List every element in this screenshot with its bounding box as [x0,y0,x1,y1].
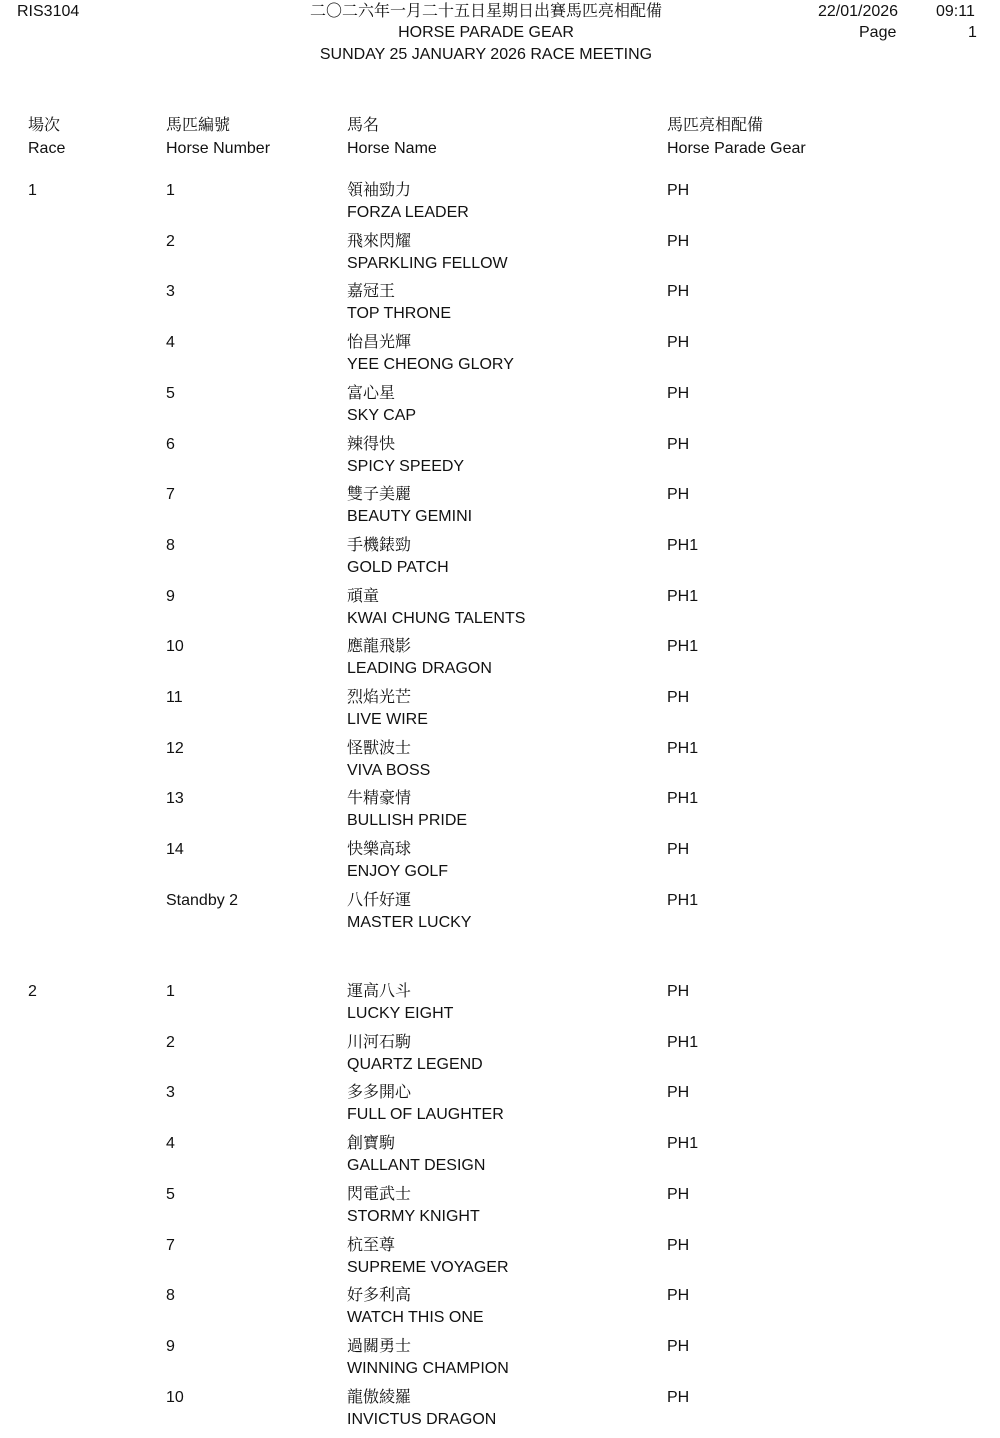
horse-number: 7 [166,486,175,503]
parade-gear: PH [667,1287,690,1304]
horse-name-en: STORMY KNIGHT [347,1208,480,1225]
report-subtitle: SUNDAY 25 JANUARY 2026 RACE MEETING [319,46,653,63]
horse-entry-row [0,333,1000,383]
horse-number: 8 [166,537,175,554]
horse-number: 4 [166,334,175,351]
parade-gear: PH1 [667,1135,699,1152]
horse-name-zh: 多多開心 [347,1084,412,1101]
parade-gear: PH [667,1338,690,1355]
race-number: 2 [28,983,37,1000]
horse-name-en: GOLD PATCH [347,559,449,576]
horse-number: 12 [166,740,184,757]
parade-gear: PH1 [667,790,699,807]
horse-entry-row [0,891,1000,941]
parade-gear: PH [667,486,690,503]
horse-name-zh: 快樂高球 [347,841,412,858]
horse-name-en: TOP THRONE [347,305,452,322]
horse-entry-row [0,739,1000,789]
horse-number: 3 [166,1084,175,1101]
horse-entry-row [0,384,1000,434]
horse-name-en: FORZA LEADER [347,204,469,221]
parade-gear: PH [667,436,690,453]
horse-name-en: YEE CHEONG GLORY [347,356,514,373]
parade-gear: PH [667,283,690,300]
horse-entry-row [0,536,1000,586]
race-number: 1 [28,182,37,199]
horse-entry-row [0,1134,1000,1184]
parade-gear: PH1 [667,740,699,757]
horse-number: 1 [166,983,175,1000]
parade-gear: PH [667,182,690,199]
horse-name-en: ENJOY GOLF [347,863,449,880]
horse-number: 2 [166,233,175,250]
horse-entry-row [0,789,1000,839]
horse-entry-row [0,840,1000,890]
horse-number: 13 [166,790,184,807]
parade-gear: PH [667,385,690,402]
gear-header-en: Horse Parade Gear [667,140,806,157]
horse-name-en: LEADING DRAGON [347,660,492,677]
parade-gear: PH1 [667,588,699,605]
horse-name-zh: 富心星 [347,385,396,402]
horse-name-zh: 牛精豪情 [347,790,412,807]
parade-gear: PH [667,841,690,858]
horse-name-zh: 領袖勁力 [347,182,412,199]
horse-entry-row [0,1033,1000,1083]
horse-number: 5 [166,1186,175,1203]
horse-entry-row [0,1337,1000,1387]
horse-name-zh: 手機錶勁 [347,537,412,554]
horse-entry-row [0,1236,1000,1286]
horse-number: 9 [166,588,175,605]
horse-entry-row [0,982,1000,1032]
horse-entry-row [0,232,1000,282]
parade-gear: PH [667,233,690,250]
horse-name-zh: 烈焰光芒 [347,689,412,706]
parade-gear: PH [667,1084,690,1101]
horse-name-en: WINNING CHAMPION [347,1360,509,1377]
horse-entry-row [0,1083,1000,1133]
horse-name-en: BULLISH PRIDE [347,812,468,829]
horse-entry-row [0,587,1000,637]
horse-name-zh: 創寶駒 [347,1135,396,1152]
horse-name-zh: 好多利高 [347,1287,412,1304]
horse-number: 7 [166,1237,175,1254]
horse-name-en: VIVA BOSS [347,762,431,779]
horse-name-header-zh: 馬名 [347,117,380,134]
horse-entry-row [0,485,1000,535]
horse-name-en: BEAUTY GEMINI [347,508,473,525]
horse-name-zh: 怪獸波士 [347,740,412,757]
horse-number: 11 [166,689,183,706]
horse-name-en: WATCH THIS ONE [347,1309,484,1326]
horse-name-zh: 雙子美麗 [347,486,412,503]
horse-name-en: LIVE WIRE [347,711,428,728]
horse-entry-row [0,435,1000,485]
horse-number: 6 [166,436,175,453]
horse-number: 9 [166,1338,175,1355]
report-time: 09:11 [936,3,975,20]
horse-name-en: FULL OF LAUGHTER [347,1106,504,1123]
parade-gear: PH [667,1389,690,1406]
horse-name-en: SUPREME VOYAGER [347,1259,509,1276]
horse-name-zh: 杭至尊 [347,1237,396,1254]
horse-number: 3 [166,283,175,300]
horse-entry-row [0,282,1000,332]
report-title-zh: 二〇二六年一月二十五日星期日出賽馬匹亮相配備 [309,3,662,20]
report-date: 22/01/2026 [818,3,899,20]
horse-name-zh: 運高八斗 [347,983,412,1000]
horse-name-zh: 嘉冠王 [347,283,396,300]
parade-gear: PH1 [667,1034,699,1051]
horse-name-en: GALLANT DESIGN [347,1157,486,1174]
horse-number: 14 [166,841,184,858]
horse-name-zh: 閃電武士 [347,1186,412,1203]
report-code: RIS3104 [17,3,80,20]
horse-number: 8 [166,1287,175,1304]
horse-number-header-zh: 馬匹編號 [166,117,231,134]
horse-entry-row [0,181,1000,231]
page-number: 1 [968,24,977,41]
parade-gear: PH [667,983,690,1000]
horse-name-en: INVICTUS DRAGON [347,1411,497,1428]
page-label: Page [859,24,897,41]
horse-name-zh: 怡昌光輝 [347,334,412,351]
horse-name-zh: 應龍飛影 [347,638,412,655]
horse-number: 4 [166,1135,175,1152]
horse-name-en: SPICY SPEEDY [347,458,465,475]
horse-name-en: KWAI CHUNG TALENTS [347,610,526,627]
parade-gear: PH [667,689,690,706]
horse-name-zh: 川河石駒 [347,1034,412,1051]
race-header-zh: 場次 [28,117,61,134]
horse-name-header-en: Horse Name [347,140,437,157]
horse-entry-row [0,1185,1000,1235]
horse-entry-row [0,688,1000,738]
race-header-en: Race [28,140,66,157]
horse-entry-row [0,637,1000,687]
report-title-en: HORSE PARADE GEAR [398,24,574,41]
horse-number: 10 [166,1389,184,1406]
horse-name-zh: 龍傲綾羅 [347,1389,412,1406]
horse-name-en: QUARTZ LEGEND [347,1056,483,1073]
horse-name-zh: 頑童 [347,588,380,605]
parade-gear: PH [667,1186,690,1203]
horse-entry-row [0,1286,1000,1336]
parade-gear: PH1 [667,537,699,554]
horse-name-en: MASTER LUCKY [347,914,472,931]
horse-number-header-en: Horse Number [166,140,271,157]
horse-name-zh: 辣得快 [347,436,396,453]
parade-gear: PH [667,1237,690,1254]
horse-number: 10 [166,638,184,655]
parade-gear: PH [667,334,690,351]
horse-name-en: LUCKY EIGHT [347,1005,454,1022]
horse-name-zh: 飛來閃耀 [347,233,412,250]
parade-gear: PH1 [667,892,699,909]
horse-entry-row [0,1388,1000,1438]
horse-number: Standby 2 [166,892,239,909]
gear-header-zh: 馬匹亮相配備 [667,117,764,134]
horse-name-zh: 過關勇士 [347,1338,412,1355]
horse-name-en: SKY CAP [347,407,417,424]
horse-number: 1 [166,182,175,199]
horse-name-zh: 八仟好運 [347,892,412,909]
parade-gear: PH1 [667,638,699,655]
horse-number: 2 [166,1034,175,1051]
horse-name-en: SPARKLING FELLOW [347,255,508,272]
horse-number: 5 [166,385,175,402]
